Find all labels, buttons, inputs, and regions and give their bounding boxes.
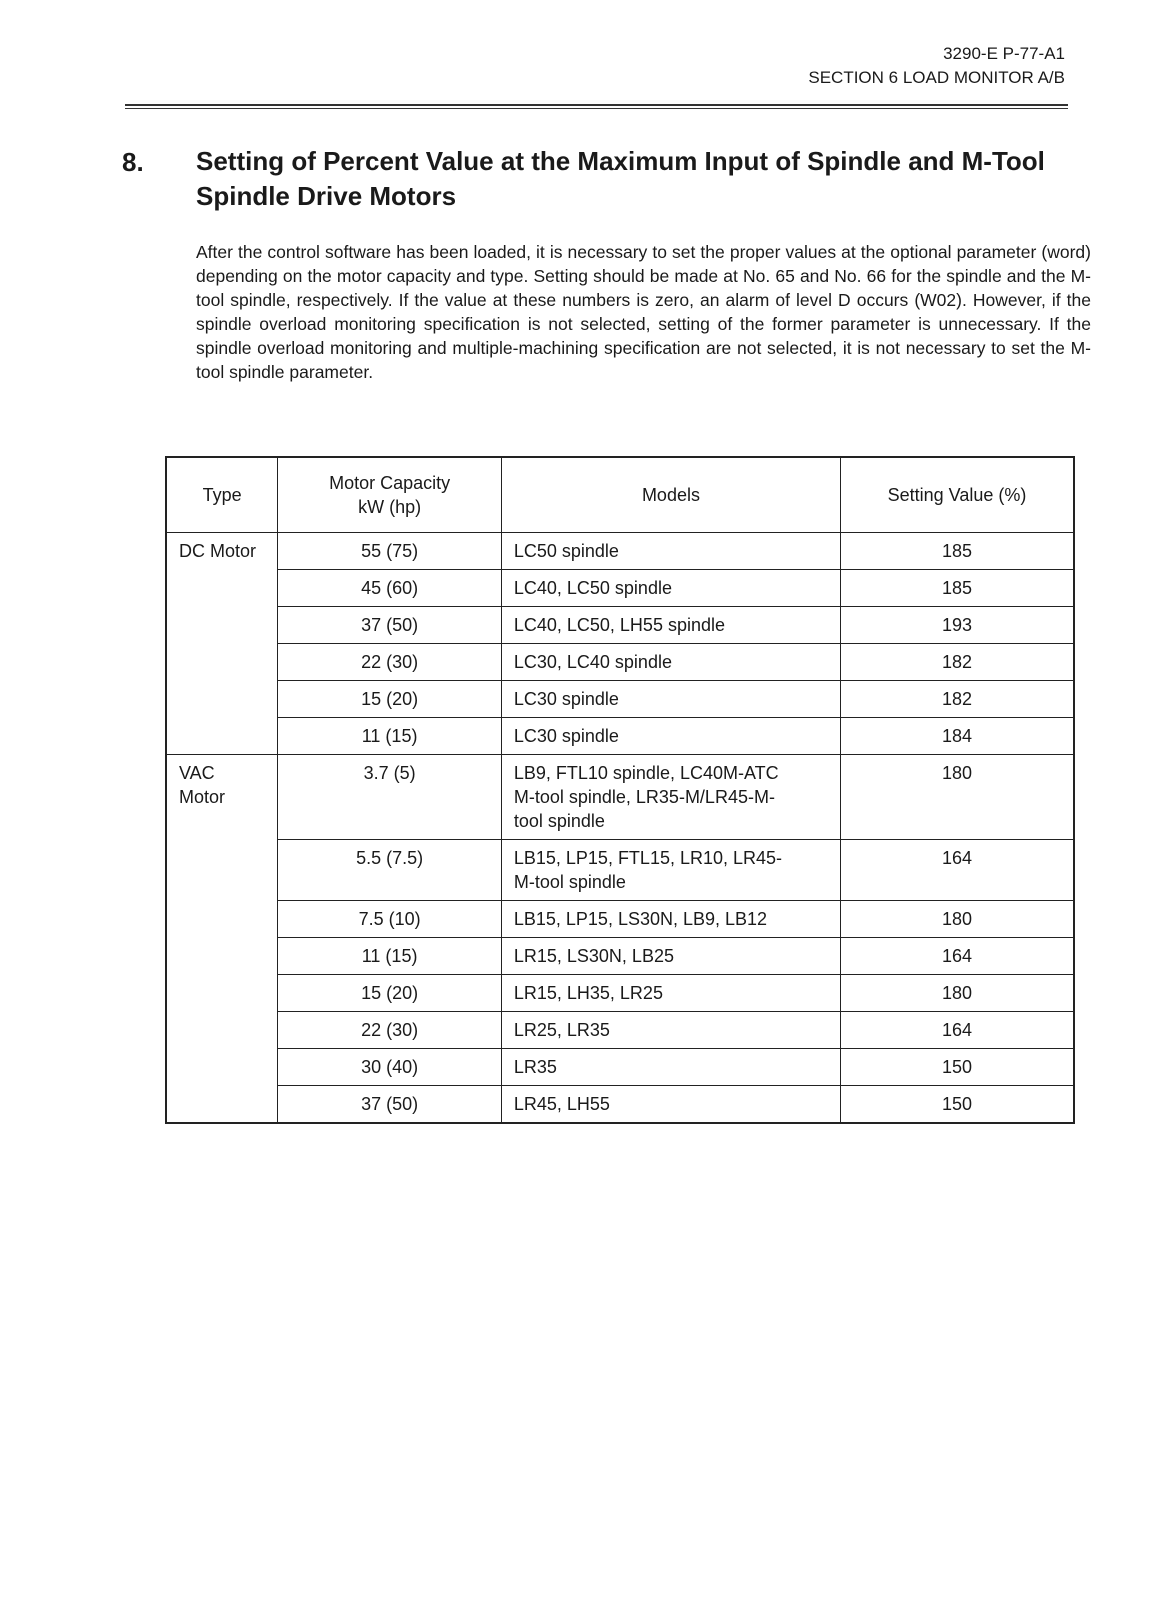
models-cell: LB15, LP15, LS30N, LB9, LB12 [501, 901, 840, 938]
table-row [166, 1049, 1074, 1086]
models-line: LB9, FTL10 spindle, LC40M-ATC [513, 763, 779, 783]
value-cell: 164 [841, 840, 1074, 901]
header-rule [125, 104, 1068, 106]
models-cell: LR45, LH55 [501, 1086, 840, 1124]
capacity-cell: 3.7 (5) [278, 755, 502, 840]
models-cell: LR15, LS30N, LB25 [501, 938, 840, 975]
table-row [166, 755, 1074, 840]
page-header [808, 42, 1065, 90]
capacity-cell: 15 (20) [278, 681, 502, 718]
capacity-cell: 11 (15) [278, 718, 502, 755]
type-vac-line2: Motor [179, 787, 226, 807]
value-cell: 184 [841, 718, 1074, 755]
table-row [166, 840, 1074, 901]
models-line: LB15, LP15, FTL15, LR10, LR45- [513, 848, 783, 868]
header-type: Type [166, 457, 278, 533]
value-cell: 180 [841, 901, 1074, 938]
models-cell: LC30, LC40 spindle [501, 644, 840, 681]
value-cell: 164 [841, 938, 1074, 975]
value-cell: 185 [841, 570, 1074, 607]
table-row [166, 975, 1074, 1012]
table-row [166, 1012, 1074, 1049]
capacity-cell: 55 (75) [278, 533, 502, 570]
table-row [166, 718, 1074, 755]
section-title: Setting of Percent Value at the Maximum Input of Spindle and M-Tool Spindle Drive Motors [196, 146, 1045, 211]
header-capacity-line2: kW (hp) [358, 497, 422, 517]
models-line: tool spindle [513, 811, 605, 831]
section-number: 8. [122, 147, 144, 177]
header-capacity-line1: Motor Capacity [329, 473, 451, 493]
type-dc-motor: DC Motor [166, 533, 278, 755]
models-line: M-tool spindle, LR35-M/LR45-M- [513, 787, 775, 807]
models-line: M-tool spindle [513, 872, 626, 892]
capacity-cell: 45 (60) [278, 570, 502, 607]
models-cell: LC40, LC50 spindle [501, 570, 840, 607]
type-vac-line1: VAC [179, 763, 215, 783]
value-cell: 150 [841, 1086, 1074, 1124]
models-cell: LC50 spindle [501, 533, 840, 570]
value-cell: 182 [841, 681, 1074, 718]
capacity-cell: 37 (50) [278, 607, 502, 644]
models-cell: LR35 [501, 1049, 840, 1086]
section-paragraph: After the control software has been loaded, it is necessary to set the proper values at the optional parameter (word) depending on the motor capacity and type. Setting should be made at No. 65 and No. 66 for the spindle and the M-tool spindle, respectively. If the value at these numbers is zero, an alarm of level D occurs (W02). However, if the spindle overload monitoring specification is not selected, setting of the former parameter is unnecessary. If the spindle overload monitoring and multiple-machining specification are not selected, it is not necessary to set the M-tool spindle parameter. [196, 242, 1091, 382]
models-cell: LC30 spindle [501, 681, 840, 718]
capacity-cell: 5.5 (7.5) [278, 840, 502, 901]
doc-code: 3290-E P-77-A1 [943, 44, 1065, 63]
models-cell: LR25, LR35 [501, 1012, 840, 1049]
table-row [166, 644, 1074, 681]
models-cell: LR15, LH35, LR25 [501, 975, 840, 1012]
table-row [166, 901, 1074, 938]
capacity-cell: 37 (50) [278, 1086, 502, 1124]
value-cell: 164 [841, 1012, 1074, 1049]
models-cell [501, 755, 840, 840]
header-rule-thin [125, 108, 1068, 109]
table-row [166, 533, 1074, 570]
header-models: Models [501, 457, 840, 533]
capacity-cell: 7.5 (10) [278, 901, 502, 938]
table-row [166, 1086, 1074, 1124]
table-header-row [166, 457, 1074, 533]
value-cell: 182 [841, 644, 1074, 681]
section-label: SECTION 6 LOAD MONITOR A/B [808, 68, 1065, 87]
capacity-cell: 22 (30) [278, 644, 502, 681]
capacity-cell: 11 (15) [278, 938, 502, 975]
models-cell: LC30 spindle [501, 718, 840, 755]
value-cell: 193 [841, 607, 1074, 644]
header-capacity [278, 457, 502, 533]
motor-setting-table [165, 456, 1075, 1124]
capacity-cell: 30 (40) [278, 1049, 502, 1086]
table-row [166, 681, 1074, 718]
value-cell: 180 [841, 755, 1074, 840]
table-row [166, 938, 1074, 975]
capacity-cell: 22 (30) [278, 1012, 502, 1049]
header-setting: Setting Value (%) [841, 457, 1074, 533]
models-cell [501, 840, 840, 901]
value-cell: 185 [841, 533, 1074, 570]
table-row [166, 607, 1074, 644]
capacity-cell: 15 (20) [278, 975, 502, 1012]
type-vac-motor [166, 755, 278, 1124]
models-cell: LC40, LC50, LH55 spindle [501, 607, 840, 644]
table-row [166, 570, 1074, 607]
value-cell: 180 [841, 975, 1074, 1012]
value-cell: 150 [841, 1049, 1074, 1086]
